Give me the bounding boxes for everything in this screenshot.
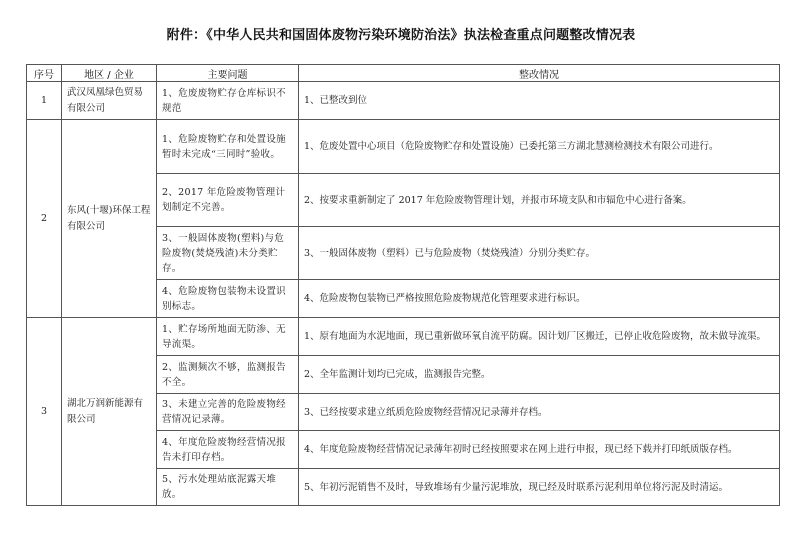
rectification-table — [26, 64, 780, 506]
page-title: 附件：《中华人民共和国固体废物污染环境防治法》执法检查重点问题整改情况表 — [166, 28, 636, 43]
issue-cell: 4、危险废物包装物未设置识别标志。 — [157, 280, 299, 318]
seq-cell: 1 — [27, 82, 62, 120]
table-row — [27, 82, 780, 120]
issue-cell: 3、一般固体废物(塑料)与危险废物(焚烧残渣)未分类贮存。 — [157, 227, 299, 280]
seq-cell: 3 — [27, 318, 62, 506]
issue-cell: 3、未建立完善的危险废物经营情况记录薄。 — [157, 394, 299, 431]
seq-cell: 2 — [27, 120, 62, 318]
header-status: 整改情况 — [299, 65, 780, 82]
header-issue: 主要问题 — [157, 65, 299, 82]
table-row — [27, 318, 780, 356]
status-cell: 1、危废处置中心项目（危险废物贮存和处置设施）已委托第三方湖北慧测检测技术有限公司进行。 — [299, 120, 780, 174]
status-cell: 5、年初污泥销售不及时，导致堆场有少量污泥堆放，现已经及时联系污泥利用单位将污泥及时清运。 — [299, 469, 780, 506]
status-cell: 1、原有地面为水泥地面，现已重新做环氧自流平防腐。因计划厂区搬迁，已停止收危险废物，故未做导流渠。 — [299, 318, 780, 356]
company-cell: 湖北万润新能源有限公司 — [62, 318, 157, 506]
header-seq: 序号 — [27, 65, 62, 82]
status-cell: 2、按要求重新制定了 2017 年危险废物管理计划，并报市环境支队和市辐危中心进行备案。 — [299, 174, 780, 227]
status-cell: 3、一般固体废物（塑料）已与危险废物（焚烧残渣）分别分类贮存。 — [299, 227, 780, 280]
status-cell: 3、已经按要求建立纸质危险废物经营情况记录薄并存档。 — [299, 394, 780, 431]
status-cell: 2、全年监测计划均已完成，监测报告完整。 — [299, 356, 780, 394]
issue-cell: 2、监测频次不够，监测报告不全。 — [157, 356, 299, 394]
company-cell: 东风(十堰)环保工程有限公司 — [62, 120, 157, 318]
table-header-row — [27, 65, 780, 82]
issue-cell: 5、污水处理站底泥露天堆放。 — [157, 469, 299, 506]
header-region: 地区 / 企业 — [62, 65, 157, 82]
company-cell: 武汉凤凰绿色贸易有限公司 — [62, 82, 157, 120]
status-cell: 4、危险废物包装物已严格按照危险废物规范化管理要求进行标识。 — [299, 280, 780, 318]
issue-cell: 1、危险废物贮存和处置设施暂时未完成“三同时”验收。 — [157, 120, 299, 174]
status-cell: 4、年度危险废物经营情况记录薄年初时已经按照要求在网上进行申报，现已经下载并打印纸质版存档。 — [299, 431, 780, 469]
issue-cell: 1、危废废物贮存仓库标识不规范 — [157, 82, 299, 120]
status-cell: 1、已整改到位 — [299, 82, 780, 120]
table-row — [27, 120, 780, 174]
issue-cell: 1、贮存场所地面无防渗、无导流渠。 — [157, 318, 299, 356]
issue-cell: 4、年度危险废物经营情况报告未打印存档。 — [157, 431, 299, 469]
issue-cell: 2、2017 年危险废物管理计划制定不完善。 — [157, 174, 299, 227]
